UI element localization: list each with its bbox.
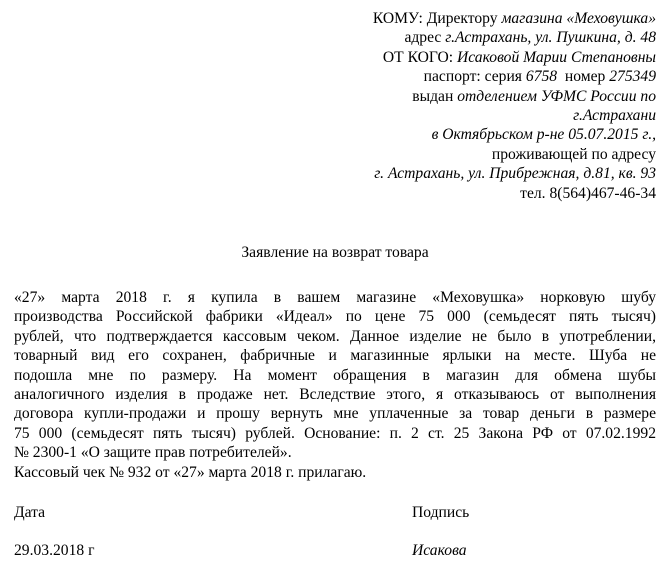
body-line: договора купли-продажи и прошу вернуть мне уплаченные за товар деньги в размере	[14, 405, 656, 423]
recipient-line	[296, 9, 656, 28]
body-line: подошла мне по размеру. На момент обращения в магазин для обмена шубы	[14, 366, 656, 384]
body-line: товарный вид его сохранен, фабричные и магазинные ярлыки на месте. Шуба не	[14, 347, 656, 365]
sender-value: Исаковой Марии Степановны	[457, 48, 656, 66]
recipient-label: КОМУ: Директору	[372, 10, 498, 27]
passport-series-label: паспорт: серия	[423, 68, 522, 86]
passport-number-label: номер	[564, 68, 606, 86]
body-line: № 2300-1 «О защите прав потребителей».	[14, 444, 292, 462]
issued-label: выдан	[412, 87, 454, 105]
date-label: Дата	[14, 504, 46, 521]
residence-label: проживающей по адресу	[491, 145, 656, 163]
document-title: Заявление на возврат товара	[241, 244, 429, 261]
attachment-line: Кассовый чек № 932 от «27» марта 2018 г. прилагаю.	[14, 463, 367, 481]
residence-value: г. Астрахань, ул. Прибрежная, д.81, кв. 93	[374, 165, 656, 183]
issued-district-date-value: в Октябрьском р-не 05.07.2015 г.,	[431, 126, 656, 144]
store-address-label: адрес	[404, 29, 442, 47]
body-line: «27» марта 2018 г. я купила в вашем магазине «Меховушка» норковую шубу	[14, 289, 656, 306]
recipient-value: магазина «Меховушка»	[501, 10, 656, 27]
signature-label: Подпись	[412, 504, 470, 521]
passport-line	[296, 67, 656, 86]
body-line: производства Российской фабрики «Идеал» по цене 75 000 (семьдесят пять тысяч)	[14, 308, 656, 326]
sender-label: ОТ КОГО:	[382, 48, 454, 66]
issued-by-value: отделением УФМС России по	[457, 87, 656, 105]
body-line: аналогичного изделия в продаже нет. Вследствие этого, я отказываюсь от выполнения	[14, 386, 656, 404]
addressee-block	[296, 9, 656, 203]
statement-body	[14, 288, 656, 482]
phone-line: тел. 8(564)467-46-34	[520, 184, 656, 202]
passport-series-value: 6758	[525, 68, 558, 86]
date-value: 29.03.2018 г	[14, 542, 95, 559]
passport-number-value: 275349	[609, 68, 656, 86]
store-address-line	[296, 28, 656, 47]
issued-city-value: г.Астрахани	[573, 107, 656, 125]
sender-line	[296, 48, 656, 67]
body-line: 75 000 (семьдесят пять тысяч) рублей. Основание: п. 2 ст. 25 Закона РФ от 07.02.1992	[14, 424, 656, 442]
issued-line	[296, 87, 656, 106]
signature-value: Исакова	[412, 542, 467, 559]
body-line: рублей, что подтверждается кассовым чеком. Данное изделие не было в употреблении,	[14, 327, 656, 345]
store-address-value: г.Астрахань, ул. Пушкина, д. 48	[445, 29, 656, 47]
